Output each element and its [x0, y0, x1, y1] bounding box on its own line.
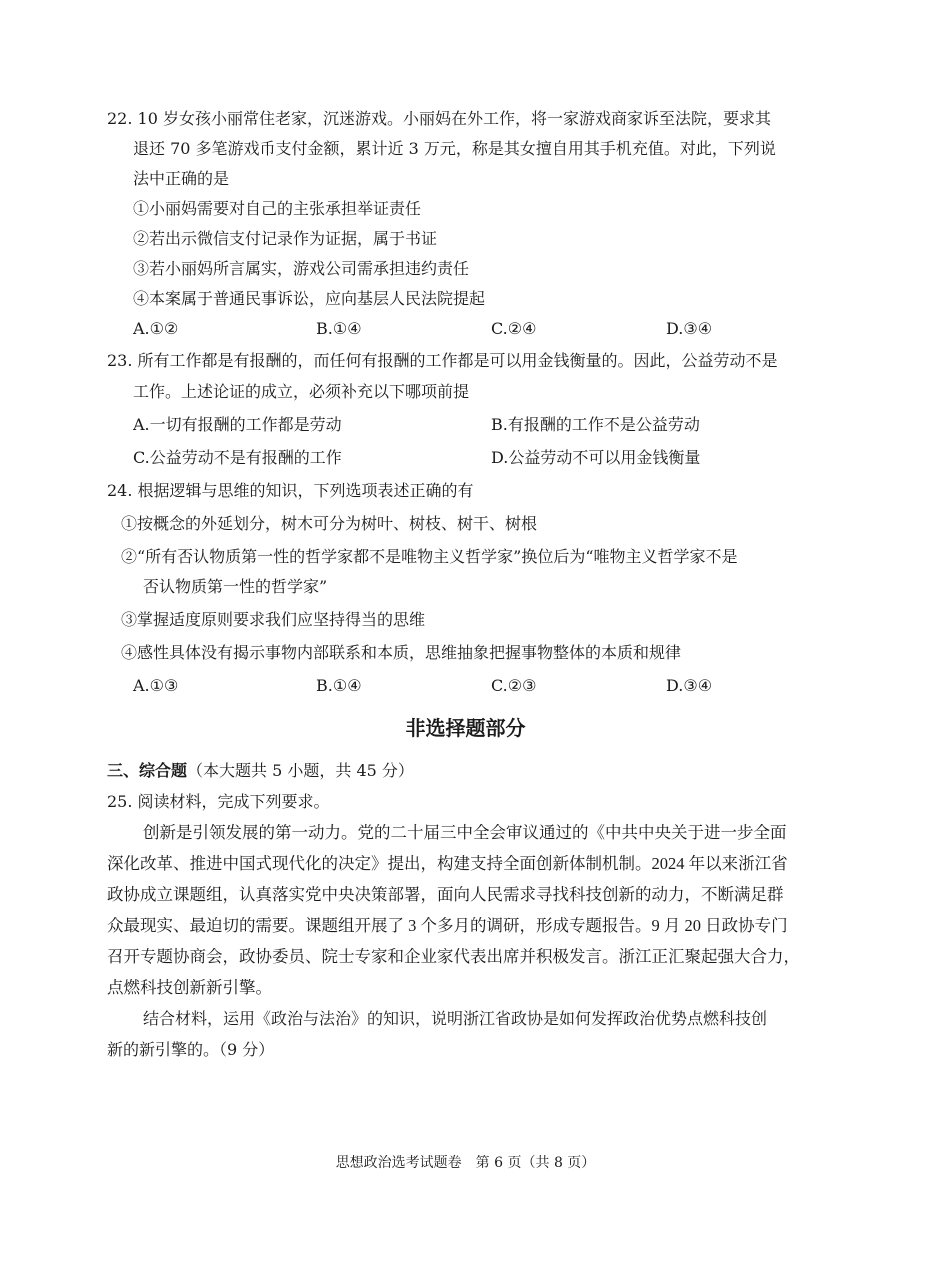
page-footer: 思想政治选考试题卷 第 6 页（共 8 页） [335, 1155, 596, 1171]
q25-material-line-1: 创新是引领发展的第一动力。党的二十届三中全会审议通过的《中共中央关于进一步全面 [143, 823, 787, 842]
q22-stem-line-3: 法中正确的是 [133, 169, 230, 188]
q25-task-line-2: 新的新引擎的。（9 分） [107, 1040, 275, 1059]
q24-option-d: D.③④ [666, 676, 713, 695]
part3-heading: 三、综合题 [107, 761, 188, 780]
q25-material-line-2: 深化改革、推进中国式现代化的决定》提出，构建支持全面创新体制机制。2024 年以来浙江省 [107, 854, 788, 873]
q22-statement-1: ①小丽妈需要对自己的主张承担举证责任 [133, 199, 422, 218]
q23-option-d: D.公益劳动不可以用金钱衡量 [491, 448, 701, 467]
q24-option-a: A.①③ [133, 676, 179, 695]
q22-option-c: C.②④ [491, 319, 537, 338]
part3-note: （本大题共 5 小题，共 45 分） [187, 761, 414, 780]
q25-intro: 25. 阅读材料，完成下列要求。 [107, 792, 330, 811]
q24-option-c: C.②③ [491, 676, 537, 695]
q25-material-line-6: 点燃科技创新新引擎。 [107, 978, 272, 997]
q22-option-a: A.①② [133, 319, 179, 338]
q22-stem-line-2: 退还 70 多笔游戏币支付金额，累计近 3 万元，称是其女擅自用其手机充值。对此，下列说 [133, 139, 776, 158]
q24-statement-2: ②“所有否认物质第一性的哲学家都不是唯物主义哲学家”换位后为“唯物主义哲学家不是 [121, 547, 738, 566]
q25-material-line-4: 众最现实、最迫切的需要。课题组开展了 3 个多月的调研，形成专题报告。9 月 20 日政协专门 [107, 916, 788, 935]
q22-statement-4: ④本案属于普通民事诉讼，应向基层人民法院提起 [133, 289, 486, 308]
q23-option-a: A.一切有报酬的工作都是劳动 [133, 415, 342, 434]
q25-material-line-5: 召开专题协商会，政协委员、院士专家和企业家代表出席并积极发言。浙江正汇聚起强大合力， [107, 947, 800, 966]
q24-statement-3: ③掌握适度原则要求我们应坚持得当的思维 [121, 610, 426, 629]
section-title: 非选择题部分 [405, 716, 526, 740]
q23-option-c: C.公益劳动不是有报酬的工作 [133, 448, 342, 467]
q22-statement-2: ②若出示微信支付记录作为证据，属于书证 [133, 229, 438, 248]
q25-task-line-1: 结合材料，运用《政治与法治》的知识，说明浙江省政协是如何发挥政治优势点燃科技创 [143, 1009, 768, 1028]
q24-statement-4: ④感性具体没有揭示事物内部联系和本质，思维抽象把握事物整体的本质和规律 [121, 643, 682, 662]
q23-stem-line-1: 23. 所有工作都是有报酬的，而任何有报酬的工作都是可以用金钱衡量的。因此，公益劳动不是 [107, 351, 778, 370]
q25-material-line-3: 政协成立课题组，认真落实党中央决策部署，面向人民需求寻找科技创新的动力，不断满足群 [107, 885, 784, 904]
q22-option-b: B.①④ [316, 319, 362, 338]
q22-stem-line-1: 22. 10 岁女孩小丽常住老家，沉迷游戏。小丽妈在外工作，将一家游戏商家诉至法院，要求其 [107, 109, 771, 128]
q24-statement-2-cont: 否认物质第一性的哲学家” [143, 577, 328, 596]
q22-option-d: D.③④ [666, 319, 713, 338]
q24-option-b: B.①④ [316, 676, 362, 695]
q23-option-b: B.有报酬的工作不是公益劳动 [491, 415, 700, 434]
q23-stem-line-2: 工作。上述论证的成立，必须补充以下哪项前提 [133, 382, 470, 401]
q22-statement-3: ③若小丽妈所言属实，游戏公司需承担违约责任 [133, 259, 470, 278]
part3-heading-line [107, 760, 414, 782]
q24-stem-line-1: 24. 根据逻辑与思维的知识，下列选项表述正确的有 [107, 481, 474, 500]
q24-statement-1: ①按概念的外延划分，树木可分为树叶、树枝、树干、树根 [121, 514, 538, 533]
